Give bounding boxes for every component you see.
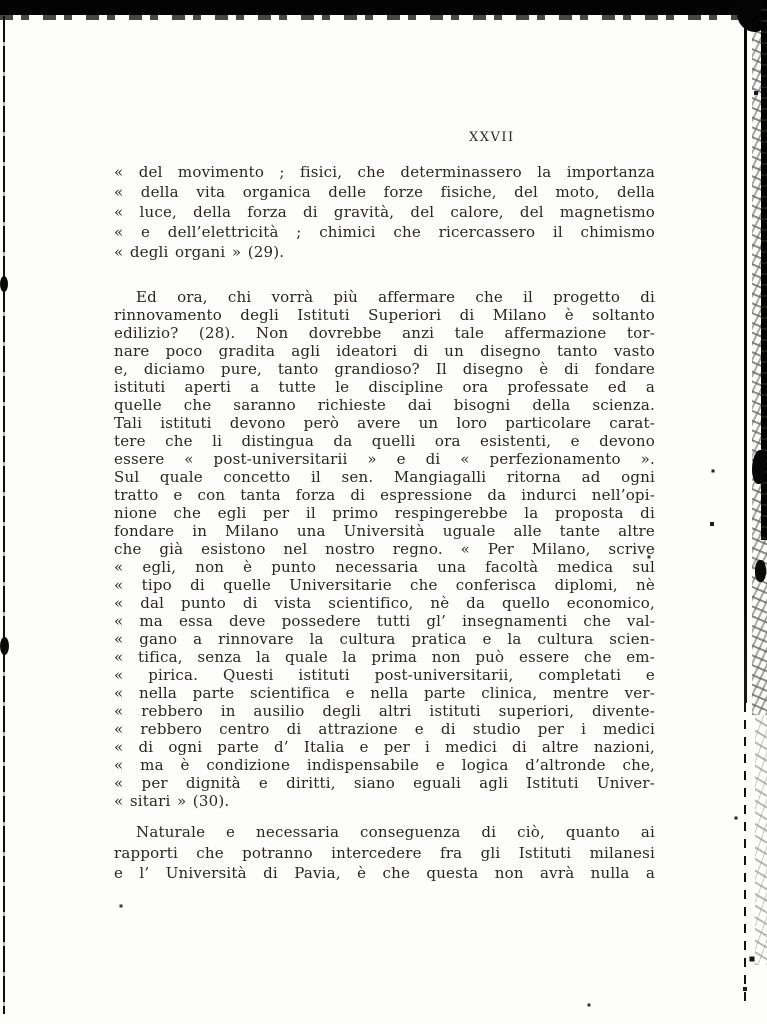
- text-line: quelle che saranno richieste dai bisogni della scienza.: [114, 396, 655, 414]
- text-line: e, diciamo pure, tanto grandioso? Il disegno è di fondare: [114, 360, 655, 378]
- text-line: essere « post-universitarii » e di « perfezionamento ».: [114, 450, 655, 468]
- main-paragraph: [114, 288, 655, 810]
- text-line: « degli organi » (29).: [114, 243, 285, 261]
- page-number: XXVII: [469, 130, 515, 145]
- scan-artifact-right-edge: [761, 0, 767, 540]
- text-line: « di ogni parte d’ Italia e per i medici di altre nazioni,: [114, 738, 655, 756]
- text-line: Naturale e necessaria conseguenza di ciò, quanto ai: [136, 823, 655, 841]
- text-line: « ma è condizione indispensabile e logica d’altronde che,: [114, 756, 655, 774]
- scan-artifact-right-speckle: [752, 15, 767, 715]
- text-line: rapporti che potranno intercedere fra gli Istituti milanesi: [114, 843, 655, 862]
- text-line: rinnovamento degli Istituti Superiori di Milano è soltanto: [114, 306, 655, 324]
- text-line: istituti aperti a tutte le discipline ora professate ed a: [114, 378, 655, 396]
- text-line: « ma essa deve possedere tutti gl’ insegnamenti che val-: [114, 612, 655, 630]
- quoted-paragraph: [114, 162, 655, 262]
- scan-artifact-specks: [0, 0, 2, 2]
- text-line: tere che li distingua da quelli ora esistenti, e devono: [114, 432, 655, 450]
- scan-artifact-top-band: [0, 0, 767, 15]
- text-block: [114, 162, 655, 884]
- scan-artifact-right-blob: [755, 560, 766, 582]
- scan-artifact-right-rule-dotted: [744, 703, 746, 1003]
- text-line: edilizio? (28). Non dovrebbe anzi tale affermazione tor-: [114, 324, 655, 342]
- text-line: « rebbero centro di attrazione e di studio per i medici: [114, 720, 655, 738]
- text-line: e l’ Università di Pavia, è che questa non avrà nulla a: [114, 864, 655, 882]
- text-line: « tipo di quelle Universitarie che conferisca diplomi, nè: [114, 576, 655, 594]
- scan-artifact-top-right-blob: [737, 0, 767, 32]
- text-line: « sitari » (30).: [114, 792, 230, 810]
- text-line: Ed ora, chi vorrà più affermare che il progetto di: [136, 288, 655, 306]
- scan-artifact-left-blob: [0, 276, 8, 292]
- text-line: « rebbero in ausilio degli altri istituti superiori, divente-: [114, 702, 655, 720]
- closing-paragraph: [114, 822, 655, 884]
- text-line: « per dignità e diritti, siano eguali agli Istituti Univer-: [114, 774, 655, 792]
- scan-artifact-right-blob: [752, 450, 766, 484]
- text-line: « tifica, senza la quale la prima non può essere che em-: [114, 648, 655, 666]
- text-line: « luce, della forza di gravità, del calore, del magnetismo: [114, 203, 655, 221]
- scan-artifact-left-blob: [0, 637, 9, 655]
- text-line: « del movimento ; fisici, che determinassero la importanza: [114, 163, 655, 181]
- text-line: « della vita organica delle forze fisiche, del moto, della: [114, 183, 655, 201]
- text-line: che già esistono nel nostro regno. « Per Milano, scrive: [114, 540, 655, 558]
- text-line: « gano a rinnovare la cultura pratica e la cultura scien-: [114, 630, 655, 648]
- text-line: nare poco gradita agli ideatori di un disegno tanto vasto: [114, 342, 655, 360]
- text-line: « pirica. Questi istituti post-universitarii, completati e: [114, 666, 655, 684]
- text-line: « dal punto di vista scientifico, nè da quello economico,: [114, 594, 655, 612]
- text-line: « egli, non è punto necessaria una facoltà medica sul: [114, 558, 655, 576]
- text-line: nione che egli per il primo respingerebbe la proposta di: [114, 504, 655, 522]
- text-line: fondare in Milano una Università uguale alle tante altre: [114, 522, 655, 540]
- text-line: « e dell’elettricità ; chimici che ricercassero il chimismo: [114, 223, 655, 241]
- scan-artifact-right-speckle: [755, 715, 767, 965]
- text-line: Sul quale concetto il sen. Mangiagalli ritorna ad ogni: [114, 468, 655, 486]
- scan-artifact-left-rule: [3, 16, 5, 1014]
- text-line: « nella parte scientifica e nella parte clinica, mentre ver-: [114, 684, 655, 702]
- text-line: Tali istituti devono però avere un loro particolare carat-: [114, 414, 655, 432]
- text-line: tratto e con tanta forza di espressione da indurci nell’opi-: [114, 486, 655, 504]
- scan-artifact-right-rule: [744, 13, 747, 703]
